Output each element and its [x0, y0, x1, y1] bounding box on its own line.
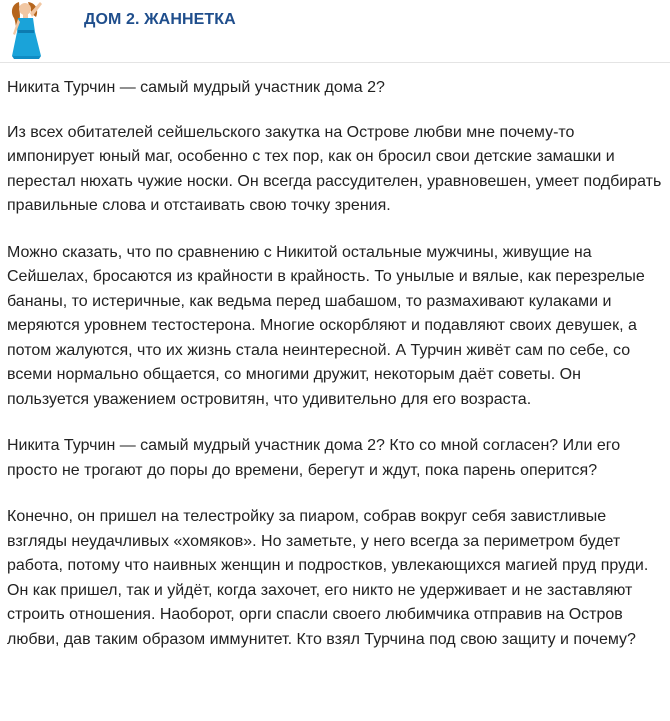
- article-body: [7, 76, 663, 674]
- woman-in-blue-dress-avatar-icon: [6, 0, 46, 60]
- site-title[interactable]: ДОМ 2. ЖАННЕТКА: [84, 11, 236, 28]
- article-paragraph-3: Никита Турчин — самый мудрый участник дома 2? Кто со мной согласен? Или его просто не трогают до поры до времени, берегут и ждут, пока парень оперится?: [7, 437, 621, 479]
- page-header: [0, 0, 670, 63]
- article-paragraph-1: Из всех обитателей сейшельского закутка на Острове любви мне почему-то импонирует юный маг, особенно с тех пор, как он бросил свои детские замашки и перестал нюхать чужие носки. Он всегда рассудителен, уравновешен, умеет подбирать правильные слова и отстаивать свою точку зрения.: [7, 123, 662, 214]
- avatar[interactable]: [6, 0, 46, 60]
- article-paragraph-2: Можно сказать, что по сравнению с Никитой остальные мужчины, живущие на Сейшелах, бросаются из крайности в крайность. То унылые и вялые, как перезрелые бананы, то истеричные, как ведьма перед шабашом, то размахивают кулаками и меряются уровнем тестостерона. Многие оскорбляют и подавляют своих девушек, а потом жалуются, что их жизнь стала неинтересной. А Турчин живёт сам по себе, со всеми нормально общается, со многими дружит, некоторым даёт советы. Он пользуется уважением островитян, что удивительно для его возраста.: [7, 243, 645, 408]
- article-headline: Никита Турчин — самый мудрый участник дома 2?: [7, 79, 385, 96]
- article-paragraph-4: Конечно, он пришел на телестройку за пиаром, собрав вокруг себя завистливые взгляды неудачливых «хомяков». Но заметьте, у него всегда за периметром будет работа, потому что наивных женщин и подростков, увлекающихся магией пруд пруди. Он как пришел, так и уйдёт, когда захочет, его никто не удерживает и не заставляют строить отношения. Наоборот, орги спасли своего любимчика отправив на Остров любви, дав таким образом иммунитет. Кто взял Турчина под свою защиту и почему?: [7, 508, 649, 648]
